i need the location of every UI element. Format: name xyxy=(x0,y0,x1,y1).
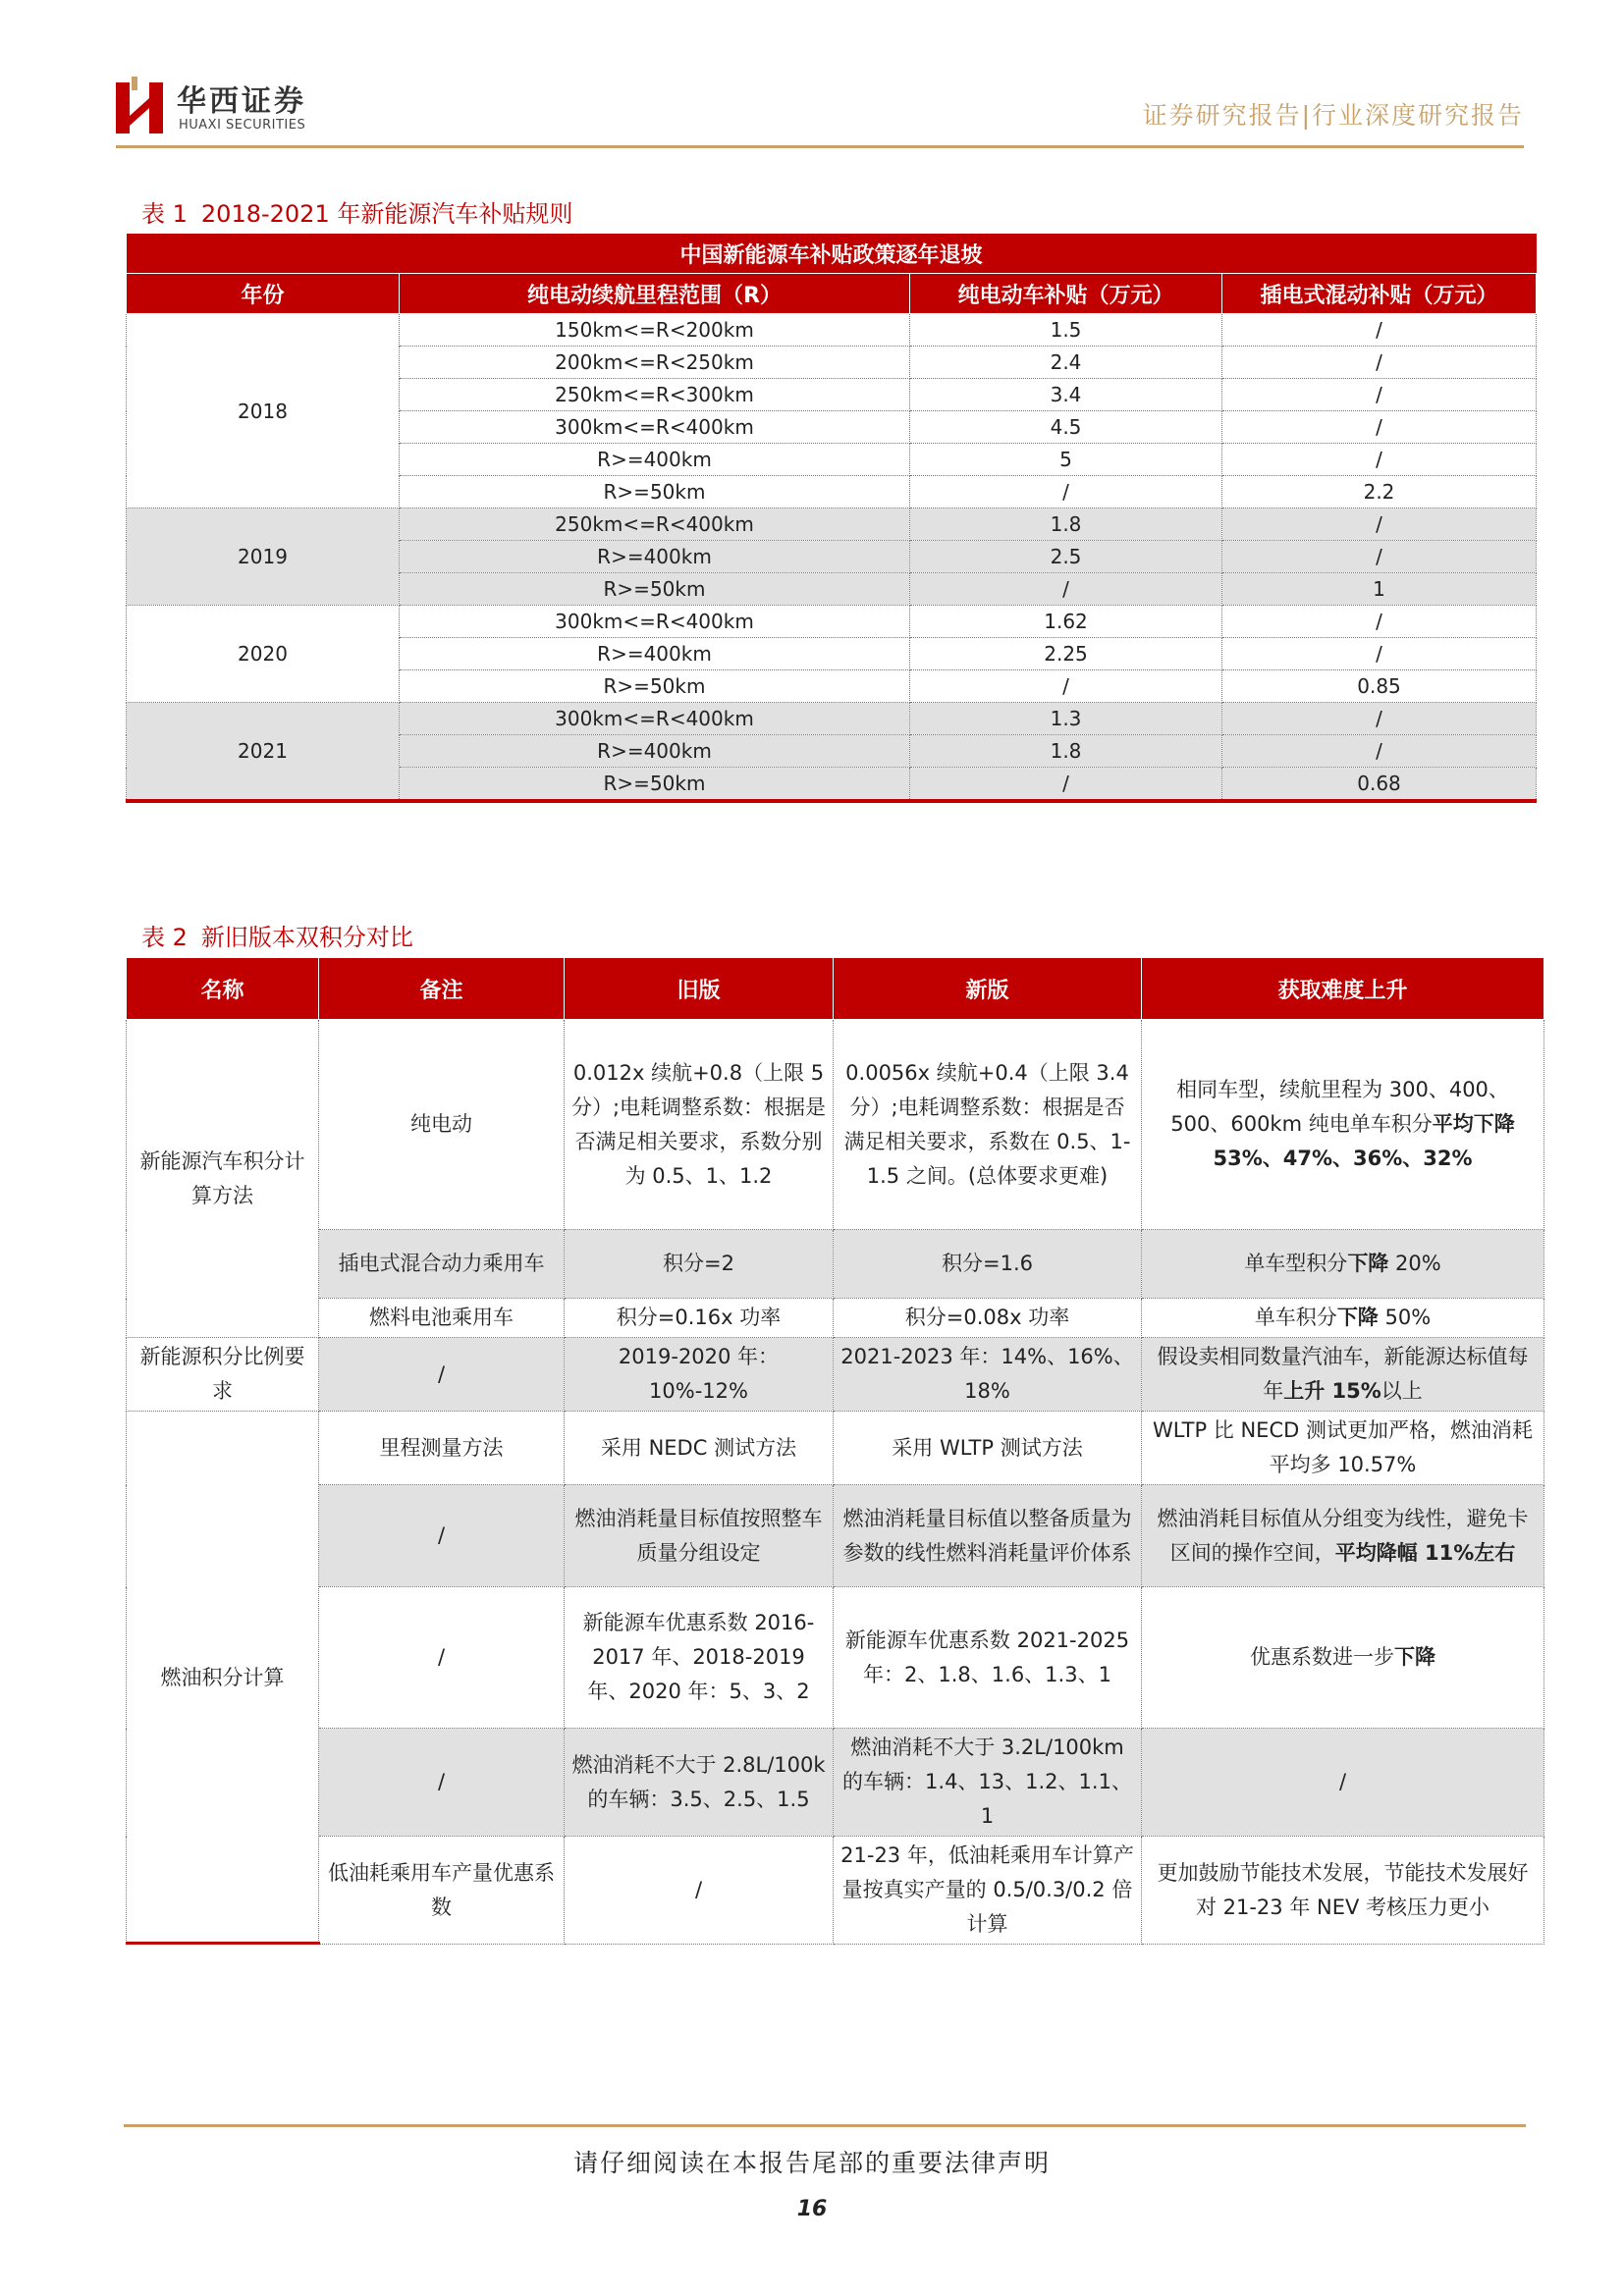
note-cell: 里程测量方法 xyxy=(319,1412,565,1485)
table1-caption xyxy=(141,194,572,229)
difficulty-emphasis: 下降 xyxy=(1347,1252,1389,1275)
bev-cell: 2.4 xyxy=(910,347,1222,379)
header-divider xyxy=(116,145,1524,148)
huaxi-logo-icon xyxy=(116,77,165,133)
range-cell: 250km<=R<300km xyxy=(400,379,910,411)
note-cell: / xyxy=(319,1729,565,1837)
difficulty-text: 相同车型，续航里程为 300、400、500、600km 纯电单车积分 xyxy=(1170,1078,1509,1136)
bev-cell: 1.8 xyxy=(910,735,1222,768)
table-row xyxy=(127,1587,1544,1729)
bev-cell: 3.4 xyxy=(910,379,1222,411)
range-cell: R>=400km xyxy=(400,541,910,573)
difficulty-emphasis: 下降 xyxy=(1336,1306,1379,1329)
category-cell: 新能源积分比例要求 xyxy=(127,1338,319,1412)
range-cell: 300km<=R<400km xyxy=(400,606,910,638)
phev-cell: / xyxy=(1222,444,1537,476)
bev-cell: / xyxy=(910,476,1222,508)
new-cell: 2021-2023 年：14%、16%、18% xyxy=(834,1338,1142,1412)
brand-name-en: HUAXI SECURITIES xyxy=(179,118,306,133)
difficulty-cell xyxy=(1142,1299,1544,1338)
new-cell: 燃油消耗不大于 3.2L/100km 的车辆：1.4、13、1.2、1.1、1 xyxy=(834,1729,1142,1837)
table2-header-row xyxy=(127,958,1544,1020)
table-row xyxy=(127,1837,1544,1945)
table-row xyxy=(127,606,1537,638)
legal-notice: 请仔细阅读在本报告尾部的重要法律声明 xyxy=(572,2149,1051,2177)
table-row xyxy=(127,1230,1544,1299)
difficulty-text: 单车积分 xyxy=(1254,1306,1337,1329)
bev-cell: / xyxy=(910,573,1222,606)
category-cell: 燃油积分计算 xyxy=(127,1412,319,1945)
phev-cell: / xyxy=(1222,606,1537,638)
difficulty-cell: / xyxy=(1142,1729,1544,1837)
page-number: 16 xyxy=(796,2197,828,2221)
old-cell: 燃油消耗不大于 2.8L/100k 的车辆：3.5、2.5、1.5 xyxy=(565,1729,834,1837)
table2-caption-title: 新旧版本双积分对比 xyxy=(200,924,413,951)
dual-credit-comparison-table xyxy=(126,957,1544,1945)
table2-header-name: 名称 xyxy=(127,958,319,1020)
phev-cell: / xyxy=(1222,314,1537,347)
new-cell: 采用 WLTP 测试方法 xyxy=(834,1412,1142,1485)
range-cell: R>=50km xyxy=(400,476,910,508)
note-cell: 纯电动 xyxy=(319,1020,565,1230)
table1-header-range: 纯电动续航里程范围（R） xyxy=(400,274,910,314)
table-row xyxy=(127,1485,1544,1587)
note-cell: 燃料电池乘用车 xyxy=(319,1299,565,1338)
bev-cell: 1.3 xyxy=(910,703,1222,735)
range-cell: 300km<=R<400km xyxy=(400,703,910,735)
note-cell: / xyxy=(319,1587,565,1729)
bev-cell: 1.5 xyxy=(910,314,1222,347)
year-cell: 2019 xyxy=(127,508,400,606)
phev-cell: / xyxy=(1222,508,1537,541)
category-cell: 新能源汽车积分计算方法 xyxy=(127,1020,319,1338)
bev-cell: 4.5 xyxy=(910,411,1222,444)
table-row xyxy=(127,1299,1544,1338)
table1-header-bev: 纯电动车补贴（万元） xyxy=(910,274,1222,314)
phev-cell: / xyxy=(1222,703,1537,735)
note-cell: 插电式混合动力乘用车 xyxy=(319,1230,565,1299)
range-cell: R>=50km xyxy=(400,768,910,802)
old-cell: 积分=0.16x 功率 xyxy=(565,1299,834,1338)
difficulty-emphasis: 下降 xyxy=(1394,1645,1435,1669)
table-row xyxy=(127,314,1537,347)
difficulty-cell xyxy=(1142,1020,1544,1230)
range-cell: R>=400km xyxy=(400,735,910,768)
range-cell: R>=50km xyxy=(400,670,910,703)
table2-header-old: 旧版 xyxy=(565,958,834,1020)
new-cell: 0.0056x 续航+0.4（上限 3.4 分）;电耗调整系数：根据是否满足相关要求，系数在 0.5、1-1.5 之间。(总体要求更难) xyxy=(834,1020,1142,1230)
range-cell: 250km<=R<400km xyxy=(400,508,910,541)
year-cell: 2021 xyxy=(127,703,400,802)
table2-caption xyxy=(141,918,413,952)
bev-cell: / xyxy=(910,768,1222,802)
difficulty-text: 优惠系数进一步 xyxy=(1250,1645,1394,1669)
bev-cell: / xyxy=(910,670,1222,703)
table-row xyxy=(127,703,1537,735)
difficulty-cell: WLTP 比 NECD 测试更加严格，燃油消耗平均多 10.57% xyxy=(1142,1412,1544,1485)
bev-cell: 1.8 xyxy=(910,508,1222,541)
table1-caption-title: 2018-2021 年新能源汽车补贴规则 xyxy=(200,200,573,228)
difficulty-cell xyxy=(1142,1587,1544,1729)
difficulty-value: 20% xyxy=(1388,1252,1441,1275)
page-header xyxy=(116,75,1524,145)
old-cell: 燃油消耗量目标值按照整车质量分组设定 xyxy=(565,1485,834,1587)
year-cell: 2018 xyxy=(127,314,400,508)
table2-header-difficulty: 获取难度上升 xyxy=(1142,958,1544,1020)
difficulty-cell xyxy=(1142,1485,1544,1587)
note-cell: / xyxy=(319,1485,565,1587)
old-cell: / xyxy=(565,1837,834,1945)
old-cell: 积分=2 xyxy=(565,1230,834,1299)
bev-cell: 1.62 xyxy=(910,606,1222,638)
difficulty-text: 燃油消耗目标值从分组变为线性，避免卡区间的操作空间， xyxy=(1157,1506,1529,1565)
report-type: 证券研究报告|行业深度研究报告 xyxy=(1142,101,1524,130)
range-cell: 200km<=R<250km xyxy=(400,347,910,379)
new-cell: 积分=1.6 xyxy=(834,1230,1142,1299)
new-cell: 燃油消耗量目标值以整备质量为参数的线性燃料消耗量评价体系 xyxy=(834,1485,1142,1587)
phev-cell: 2.2 xyxy=(1222,476,1537,508)
note-cell: / xyxy=(319,1338,565,1412)
difficulty-emphasis: 上升 15% xyxy=(1283,1379,1381,1403)
difficulty-emphasis: 平均降幅 11%左右 xyxy=(1334,1540,1516,1565)
table2-bottom-accent xyxy=(126,1942,320,1945)
difficulty-text: 单车型积分 xyxy=(1244,1252,1348,1275)
table-row xyxy=(127,1729,1544,1837)
table2-header-note: 备注 xyxy=(319,958,565,1020)
table1-banner-row xyxy=(127,234,1537,274)
phev-cell: 0.68 xyxy=(1222,768,1537,802)
phev-cell: / xyxy=(1222,379,1537,411)
range-cell: 300km<=R<400km xyxy=(400,411,910,444)
table1-header-phev: 插电式混动补贴（万元） xyxy=(1222,274,1537,314)
phev-cell: / xyxy=(1222,541,1537,573)
range-cell: R>=50km xyxy=(400,573,910,606)
brand-name-cn: 华西证券 xyxy=(177,84,306,119)
bev-cell: 5 xyxy=(910,444,1222,476)
phev-cell: / xyxy=(1222,411,1537,444)
new-cell: 新能源车优惠系数 2021-2025 年：2、1.8、1.6、1.3、1 xyxy=(834,1587,1142,1729)
bev-cell: 2.5 xyxy=(910,541,1222,573)
difficulty-emphasis: 平均下降 53%、47%、36%、32% xyxy=(1213,1112,1515,1170)
difficulty-text: 假设卖相同数量汽油车，新能源达标值每年 xyxy=(1157,1345,1529,1403)
table-row xyxy=(127,508,1537,541)
old-cell: 采用 NEDC 测试方法 xyxy=(565,1412,834,1485)
table2-header-new: 新版 xyxy=(834,958,1142,1020)
table-row xyxy=(127,1338,1544,1412)
note-cell: 低油耗乘用车产量优惠系数 xyxy=(319,1837,565,1945)
phev-cell: 0.85 xyxy=(1222,670,1537,703)
old-cell: 2019-2020 年：10%-12% xyxy=(565,1338,834,1412)
table1-header-row xyxy=(127,274,1537,314)
table1-banner: 中国新能源车补贴政策逐年退坡 xyxy=(127,234,1537,274)
footer-divider xyxy=(124,2124,1526,2127)
range-cell: R>=400km xyxy=(400,638,910,670)
table-row xyxy=(127,1412,1544,1485)
phev-cell: 1 xyxy=(1222,573,1537,606)
table-row xyxy=(127,1020,1544,1230)
new-cell: 21-23 年，低油耗乘用车计算产量按真实产量的 0.5/0.3/0.2 倍计算 xyxy=(834,1837,1142,1945)
difficulty-value: 以上 xyxy=(1380,1379,1423,1403)
phev-cell: / xyxy=(1222,638,1537,670)
old-cell: 新能源车优惠系数 2016-2017 年、2018-2019 年、2020 年：5、3、2 xyxy=(565,1587,834,1729)
phev-cell: / xyxy=(1222,735,1537,768)
new-cell: 积分=0.08x 功率 xyxy=(834,1299,1142,1338)
year-cell: 2020 xyxy=(127,606,400,703)
table1-header-year: 年份 xyxy=(127,274,400,314)
difficulty-cell: 更加鼓励节能技术发展，节能技术发展好对 21-23 年 NEV 考核压力更小 xyxy=(1142,1837,1544,1945)
old-cell: 0.012x 续航+0.8（上限 5 分）;电耗调整系数：根据是否满足相关要求，系数分别为 0.5、1、1.2 xyxy=(565,1020,834,1230)
subsidy-table xyxy=(126,234,1537,803)
range-cell: R>=400km xyxy=(400,444,910,476)
difficulty-cell xyxy=(1142,1230,1544,1299)
phev-cell: / xyxy=(1222,347,1537,379)
table1-caption-number: 表 1 xyxy=(141,200,188,228)
difficulty-value: 50% xyxy=(1378,1306,1432,1329)
bev-cell: 2.25 xyxy=(910,638,1222,670)
table2-caption-number: 表 2 xyxy=(141,924,188,951)
range-cell: 150km<=R<200km xyxy=(400,314,910,347)
difficulty-cell xyxy=(1142,1338,1544,1412)
